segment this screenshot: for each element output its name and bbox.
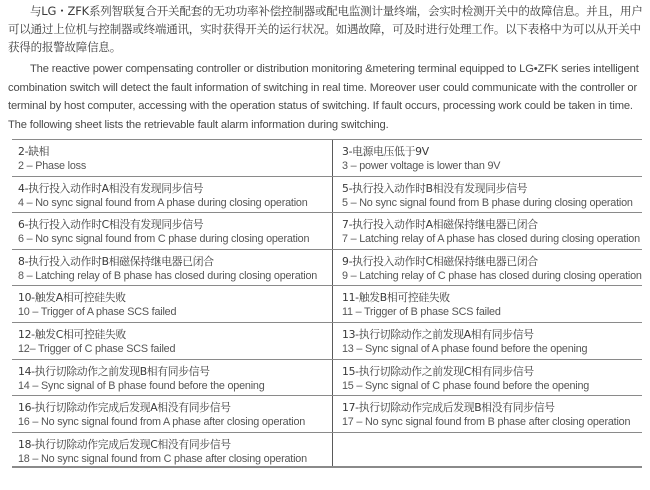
table-cell: [12, 213, 333, 249]
fault-label-en: 18 – No sync signal found from C phase after closing operation: [18, 452, 307, 465]
fault-label-cn: 3-电源电压低于9V: [342, 145, 429, 158]
table-cell: [12, 286, 333, 322]
table-cell: [333, 396, 642, 432]
fault-label-cn: 16-执行切除动作完成后发现A相没有同步信号: [18, 401, 231, 415]
fault-label-en: 17 – No sync signal found from B phase after closing operation: [342, 416, 631, 429]
fault-label-cn: 4-执行投入动作时A相没有发现同步信号: [18, 181, 204, 195]
table-row: [12, 212, 642, 249]
intro-paragraph-english: The reactive power compensating controller or distribution monitoring &metering terminal equipped to LG•ZFK series intelligent combination switch will detect the fault information of switching in real time. Moreover user could communicate with the controller or terminal by host computer, accessing with the operation status of switching. If fault occurs, processing work could be taken in time. The following sheet lists the retrievable fault alarm information during switching.: [8, 63, 639, 131]
fault-label-cn: 11-触发B相可控硅失败: [342, 291, 450, 305]
fault-label-cn: 17-执行切除动作完成后发现B相没有同步信号: [342, 401, 555, 415]
fault-label-en: 15 – Sync signal of C phase found before the opening: [342, 379, 590, 392]
fault-label-en: 16 – No sync signal found from A phase after closing operation: [18, 416, 306, 429]
table-cell: [333, 323, 642, 359]
fault-alarm-table: [12, 139, 642, 468]
fault-label-en: 13 – Sync signal of A phase found before the opening: [342, 342, 588, 355]
table-row: [12, 176, 642, 213]
fault-label-en: 6 – No sync signal found from C phase during closing operation: [18, 233, 310, 246]
table-cell: [12, 433, 333, 467]
fault-label-en: 3 – power voltage is lower than 9V: [342, 160, 501, 172]
table-cell: [12, 323, 333, 359]
fault-label-cn: 15-执行切除动作之前发现C相有同步信号: [342, 364, 534, 378]
fault-label-cn: 5-执行投入动作时B相没有发现同步信号: [342, 181, 528, 195]
table-cell: [12, 360, 333, 396]
fault-label-cn: 7-执行投入动作时A相磁保持继电器已闭合: [342, 218, 538, 232]
fault-label-en: 11 – Trigger of B phase SCS failed: [342, 306, 501, 319]
table-row: [12, 249, 642, 286]
table-row: [12, 139, 642, 176]
table-row: [12, 322, 642, 359]
fault-label-en: 4 – No sync signal found from A phase during closing operation: [18, 196, 308, 209]
fault-label-cn: 13-执行切除动作之前发现A相有同步信号: [342, 327, 534, 341]
fault-label-cn: 18-执行切除动作完成后发现C相没有同步信号: [18, 437, 231, 451]
table-row: [12, 432, 642, 469]
table-row: [12, 285, 642, 322]
table-cell: [333, 286, 642, 322]
fault-label-en: 5 – No sync signal found from B phase during closing operation: [342, 196, 633, 209]
fault-label-cn: 8-执行投入动作时B相磁保持继电器已闭合: [18, 254, 214, 268]
table-cell-empty: [333, 433, 642, 467]
fault-label-en: 9 – Latching relay of C phase has closed during closing operation: [342, 269, 642, 282]
fault-label-en: 10 – Trigger of A phase SCS failed: [18, 306, 177, 319]
fault-label-cn: 10-触发A相可控硅失败: [18, 291, 126, 305]
table-cell: [12, 140, 333, 176]
table-row: [12, 395, 642, 432]
table-cell: [333, 213, 642, 249]
intro-paragraph-chinese: 与LG・ZFK系列智联复合开关配套的无功功率补偿控制器或配电监测计量终端，会实时检测开关中的故障信息。并且，用户可以通过上位机与控制器或终端通讯，实时获得开关的运行状况。如遇故障，可及时进行处理工作。以下表格中为可以从开关中获得的报警故障信息。: [8, 4, 643, 54]
table-cell: [12, 250, 333, 286]
fault-label-cn: 12-触发C相可控硅失败: [18, 327, 126, 341]
fault-label-en: 12– Trigger of C phase SCS failed: [18, 342, 176, 355]
fault-label-en: 8 – Latching relay of B phase has closed during closing operation: [18, 269, 318, 282]
table-cell: [333, 177, 642, 213]
table-cell: [333, 360, 642, 396]
fault-label-cn: 9-执行投入动作时C相磁保持继电器已闭合: [342, 254, 538, 268]
fault-label-en: 7 – Latching relay of A phase has closed during closing operation: [342, 233, 640, 246]
fault-label-cn: 2-缺相: [18, 145, 50, 158]
table-cell: [12, 177, 333, 213]
table-cell: [333, 250, 642, 286]
table-row: [12, 359, 642, 396]
fault-label-cn: 14-执行切除动作之前发现B相有同步信号: [18, 364, 210, 378]
fault-label-en: 2 – Phase loss: [18, 160, 87, 172]
fault-label-cn: 6-执行投入动作时C相没有发现同步信号: [18, 218, 204, 232]
table-cell: [333, 140, 642, 176]
table-cell: [12, 396, 333, 432]
fault-label-en: 14 – Sync signal of B phase found before the opening: [18, 379, 265, 392]
